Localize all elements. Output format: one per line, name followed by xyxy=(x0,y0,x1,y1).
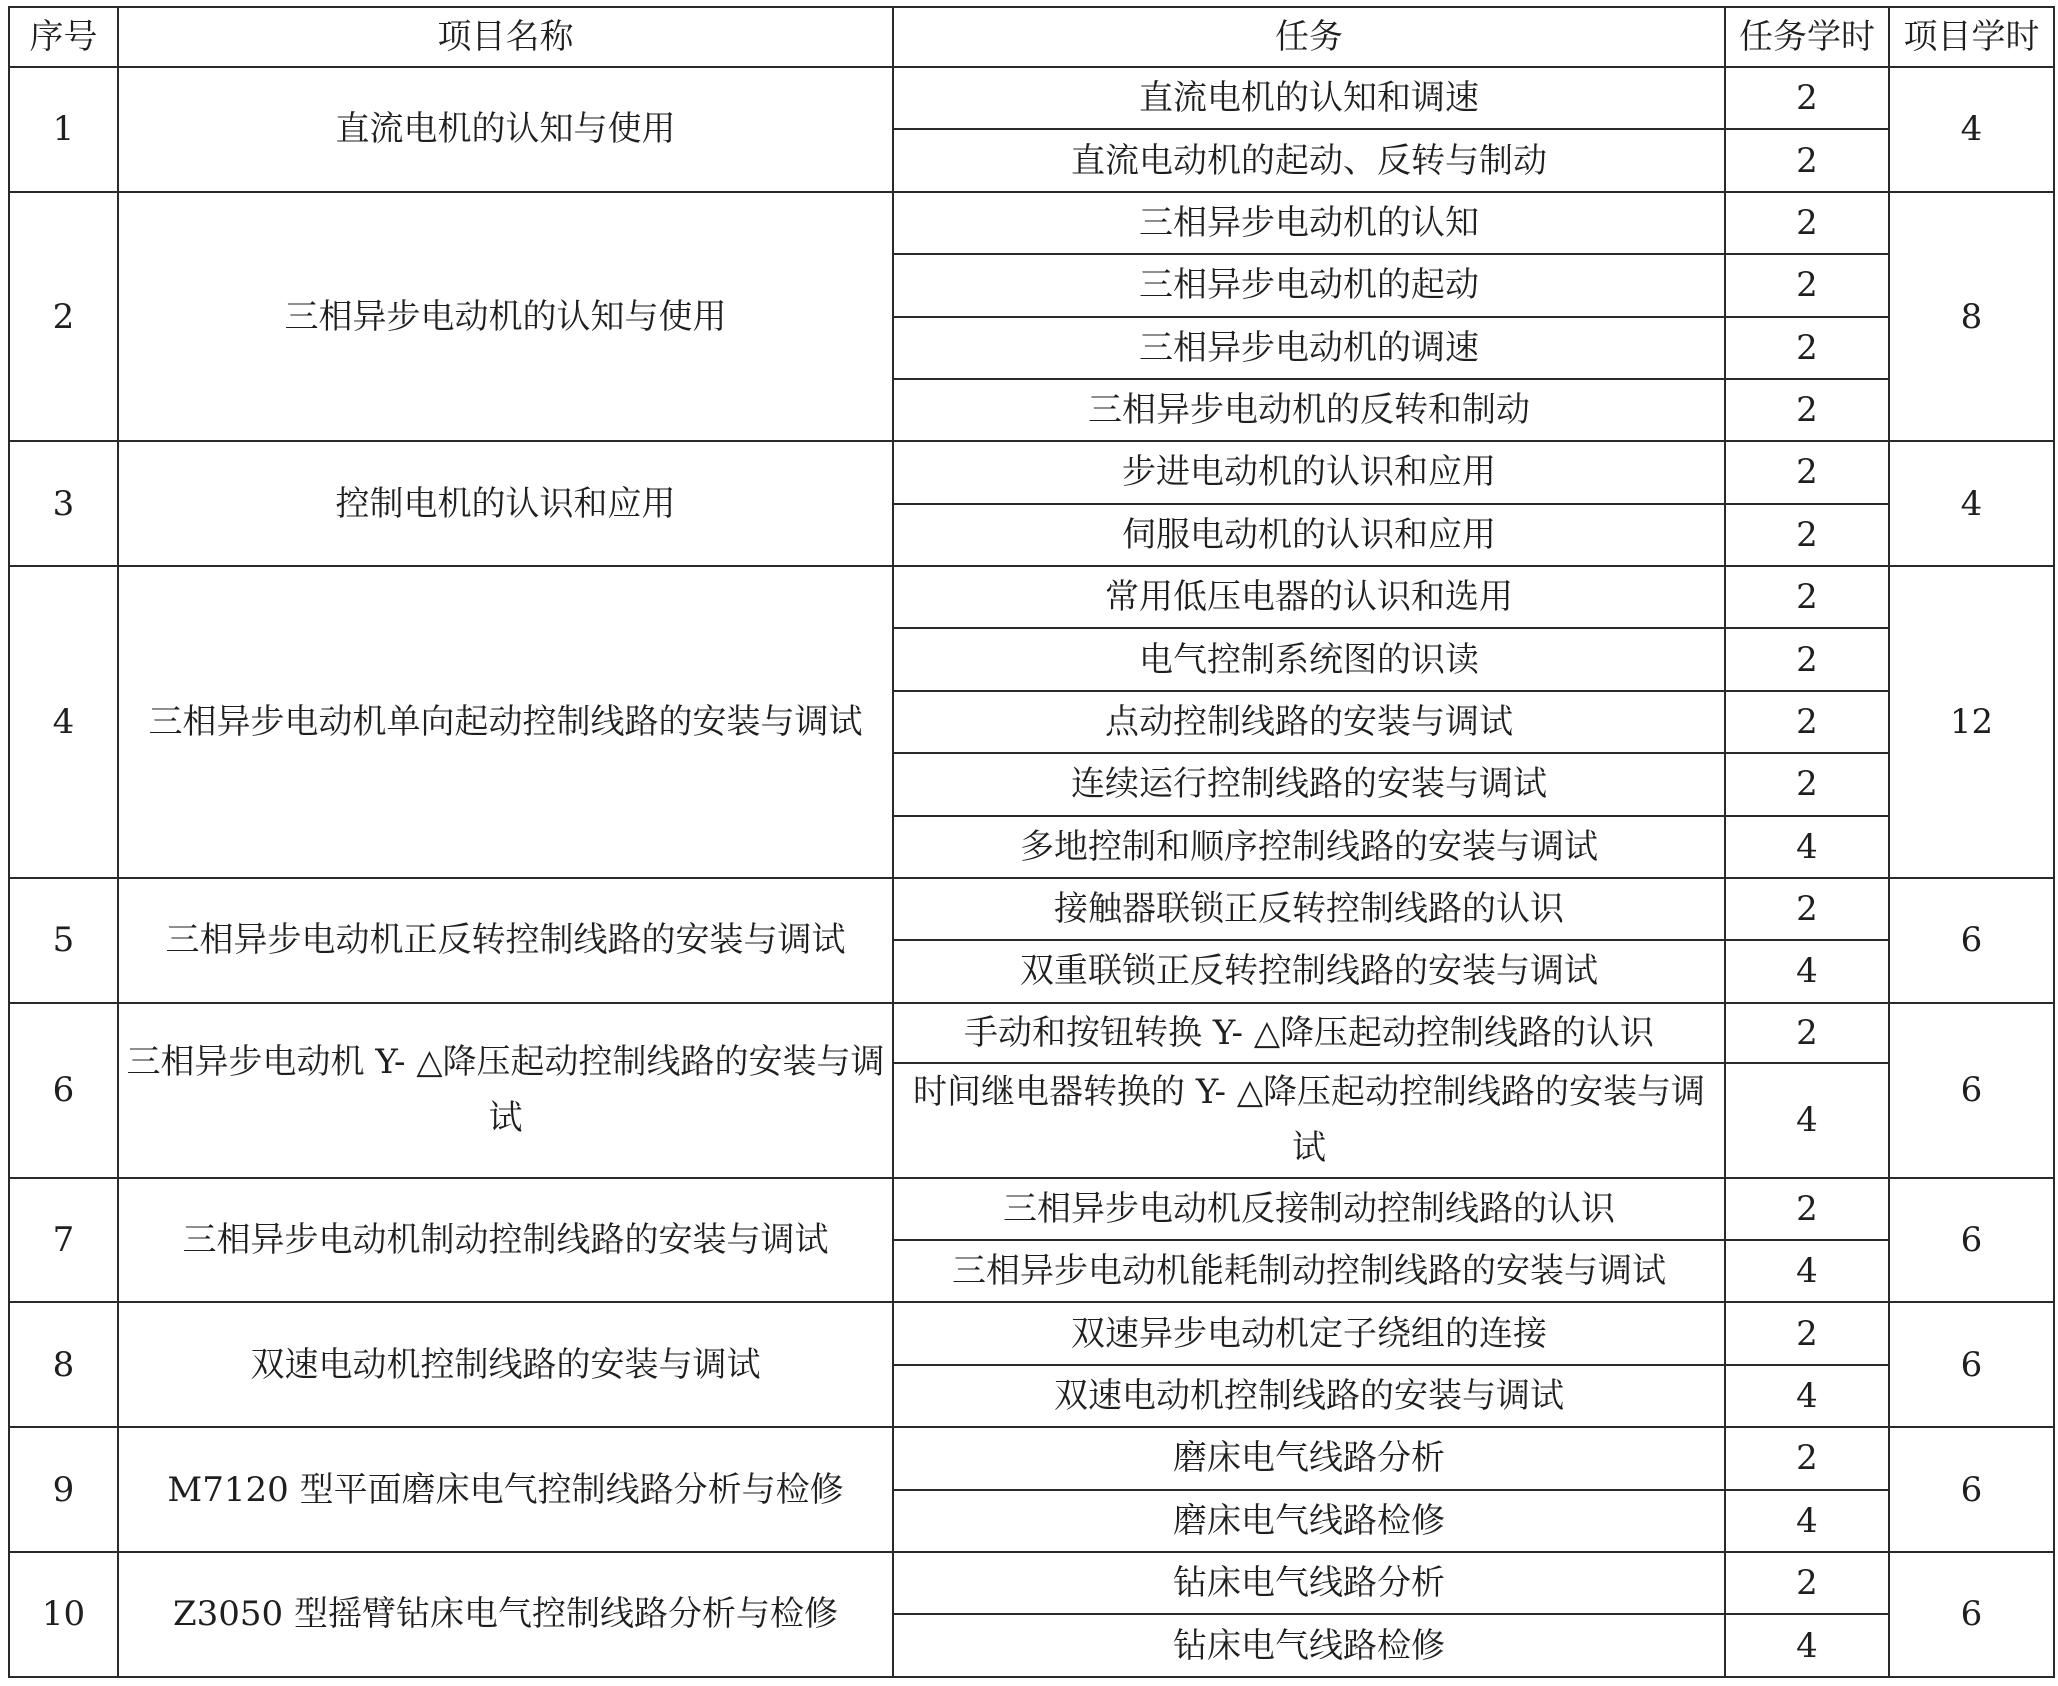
header-task-hours: 任务学时 xyxy=(1725,7,1889,67)
header-project-hours: 项目学时 xyxy=(1889,7,2054,67)
project-name: 直流电机的认知与使用 xyxy=(118,67,893,192)
project-name: 三相异步电动机制动控制线路的安装与调试 xyxy=(118,1178,893,1303)
task-name: 步进电动机的认识和应用 xyxy=(893,441,1725,503)
task-hours: 2 xyxy=(1725,691,1889,753)
project-number: 6 xyxy=(9,1003,118,1178)
project-hours: 8 xyxy=(1889,192,2054,442)
task-name: 三相异步电动机反接制动控制线路的认识 xyxy=(893,1178,1725,1240)
task-hours: 2 xyxy=(1725,566,1889,628)
course-hours-table xyxy=(8,6,2055,1678)
header-project-name: 项目名称 xyxy=(118,7,893,67)
header-no: 序号 xyxy=(9,7,118,67)
task-hours: 2 xyxy=(1725,628,1889,690)
project-number: 4 xyxy=(9,566,118,878)
project-hours: 6 xyxy=(1889,1178,2054,1303)
table-header xyxy=(9,7,2054,67)
table-row xyxy=(9,1003,2054,1063)
task-name: 三相异步电动机的起动 xyxy=(893,254,1725,316)
table-row xyxy=(9,1178,2054,1240)
project-hours: 6 xyxy=(1889,1427,2054,1552)
task-hours: 4 xyxy=(1725,1063,1889,1178)
task-hours: 2 xyxy=(1725,753,1889,815)
project-name: 三相异步电动机正反转控制线路的安装与调试 xyxy=(118,878,893,1003)
task-name: 多地控制和顺序控制线路的安装与调试 xyxy=(893,816,1725,878)
task-hours: 2 xyxy=(1725,1427,1889,1489)
table-body xyxy=(9,67,2054,1677)
project-number: 10 xyxy=(9,1552,118,1677)
project-name: 三相异步电动机单向起动控制线路的安装与调试 xyxy=(118,566,893,878)
table-row xyxy=(9,566,2054,628)
project-hours: 6 xyxy=(1889,1302,2054,1427)
table-row xyxy=(9,192,2054,254)
task-name: 点动控制线路的安装与调试 xyxy=(893,691,1725,753)
project-hours: 4 xyxy=(1889,67,2054,192)
table-row xyxy=(9,67,2054,129)
task-hours: 4 xyxy=(1725,1365,1889,1427)
task-name: 手动和按钮转换 Y- △降压起动控制线路的认识 xyxy=(893,1003,1725,1063)
task-hours: 4 xyxy=(1725,940,1889,1002)
task-hours: 2 xyxy=(1725,67,1889,129)
project-hours: 6 xyxy=(1889,878,2054,1003)
table-row xyxy=(9,1427,2054,1489)
task-hours: 4 xyxy=(1725,1614,1889,1677)
project-number: 8 xyxy=(9,1302,118,1427)
project-hours: 4 xyxy=(1889,441,2054,566)
task-name: 三相异步电动机的调速 xyxy=(893,317,1725,379)
project-name: Z3050 型摇臂钻床电气控制线路分析与检修 xyxy=(118,1552,893,1677)
project-number: 3 xyxy=(9,441,118,566)
header-task: 任务 xyxy=(893,7,1725,67)
task-name: 磨床电气线路分析 xyxy=(893,1427,1725,1489)
task-name: 伺服电动机的认识和应用 xyxy=(893,504,1725,566)
task-hours: 4 xyxy=(1725,816,1889,878)
task-name: 磨床电气线路检修 xyxy=(893,1490,1725,1552)
task-name: 钻床电气线路分析 xyxy=(893,1552,1725,1614)
task-hours: 2 xyxy=(1725,317,1889,379)
task-hours: 4 xyxy=(1725,1240,1889,1302)
task-name: 直流电动机的起动、反转与制动 xyxy=(893,129,1725,191)
project-number: 2 xyxy=(9,192,118,442)
table-row xyxy=(9,1552,2054,1614)
task-hours: 2 xyxy=(1725,254,1889,316)
task-name: 三相异步电动机的认知 xyxy=(893,192,1725,254)
project-number: 9 xyxy=(9,1427,118,1552)
task-name: 时间继电器转换的 Y- △降压起动控制线路的安装与调试 xyxy=(893,1063,1725,1178)
task-name: 电气控制系统图的识读 xyxy=(893,628,1725,690)
project-name: M7120 型平面磨床电气控制线路分析与检修 xyxy=(118,1427,893,1552)
task-hours: 2 xyxy=(1725,878,1889,940)
project-hours: 6 xyxy=(1889,1552,2054,1677)
project-hours: 12 xyxy=(1889,566,2054,878)
header-row xyxy=(9,7,2054,67)
project-number: 7 xyxy=(9,1178,118,1303)
task-hours: 2 xyxy=(1725,192,1889,254)
task-hours: 2 xyxy=(1725,1178,1889,1240)
project-name: 双速电动机控制线路的安装与调试 xyxy=(118,1302,893,1427)
task-name: 连续运行控制线路的安装与调试 xyxy=(893,753,1725,815)
task-name: 双速异步电动机定子绕组的连接 xyxy=(893,1302,1725,1364)
task-hours: 4 xyxy=(1725,1490,1889,1552)
task-name: 常用低压电器的认识和选用 xyxy=(893,566,1725,628)
task-hours: 2 xyxy=(1725,129,1889,191)
table-row xyxy=(9,1302,2054,1364)
task-name: 双重联锁正反转控制线路的安装与调试 xyxy=(893,940,1725,1002)
project-name: 控制电机的认识和应用 xyxy=(118,441,893,566)
table-row xyxy=(9,441,2054,503)
task-hours: 2 xyxy=(1725,1302,1889,1364)
task-hours: 2 xyxy=(1725,1552,1889,1614)
project-name: 三相异步电动机的认知与使用 xyxy=(118,192,893,442)
project-hours: 6 xyxy=(1889,1003,2054,1178)
project-name: 三相异步电动机 Y- △降压起动控制线路的安装与调试 xyxy=(118,1003,893,1178)
task-hours: 2 xyxy=(1725,379,1889,441)
project-number: 1 xyxy=(9,67,118,192)
task-name: 钻床电气线路检修 xyxy=(893,1614,1725,1677)
task-hours: 2 xyxy=(1725,441,1889,503)
task-name: 三相异步电动机的反转和制动 xyxy=(893,379,1725,441)
project-number: 5 xyxy=(9,878,118,1003)
task-name: 接触器联锁正反转控制线路的认识 xyxy=(893,878,1725,940)
task-hours: 2 xyxy=(1725,1003,1889,1063)
task-name: 双速电动机控制线路的安装与调试 xyxy=(893,1365,1725,1427)
task-name: 直流电机的认知和调速 xyxy=(893,67,1725,129)
table-row xyxy=(9,878,2054,940)
task-hours: 2 xyxy=(1725,504,1889,566)
task-name: 三相异步电动机能耗制动控制线路的安装与调试 xyxy=(893,1240,1725,1302)
